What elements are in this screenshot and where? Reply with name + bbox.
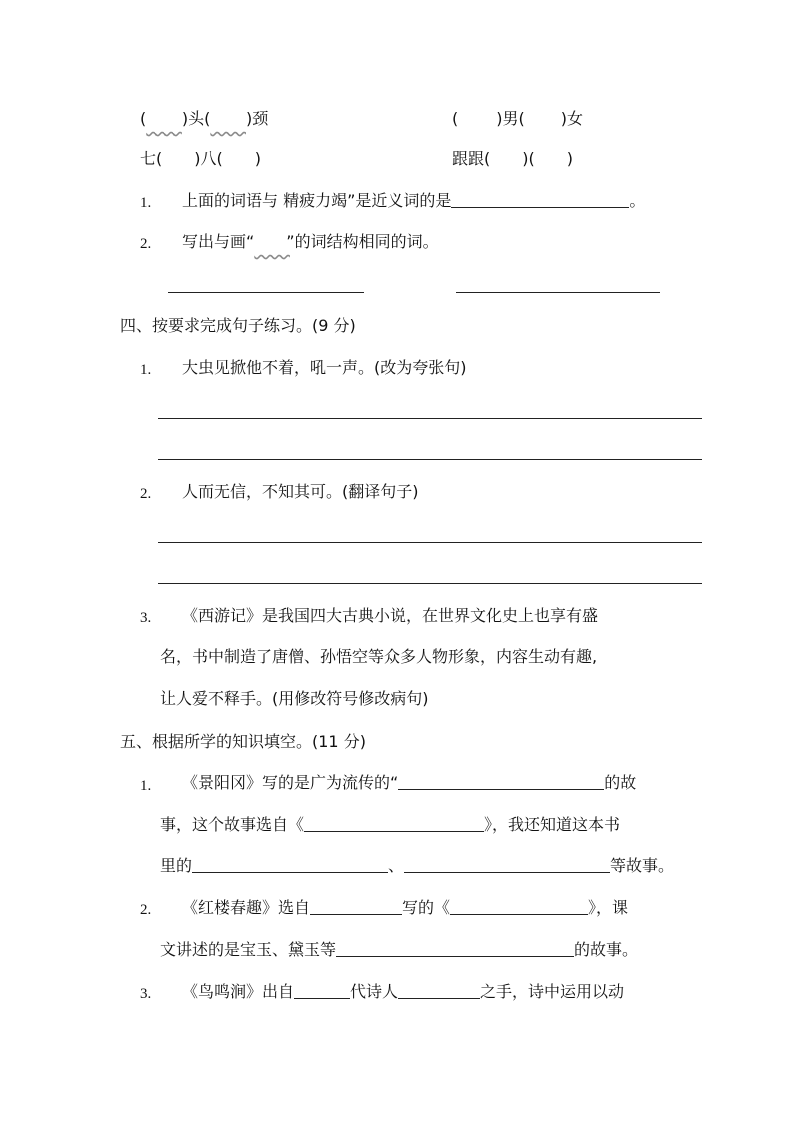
fill-text: 事，这个故事选自《	[160, 815, 305, 834]
question-revise-line: 让人爱不释手。(用修改符号修改病句)	[160, 689, 429, 708]
answer-line[interactable]	[456, 292, 660, 293]
question-structure	[182, 232, 439, 252]
answer-blank[interactable]	[398, 773, 604, 790]
word-pair-4	[452, 149, 573, 169]
answer-line[interactable]	[158, 583, 702, 584]
question-revise-line: 《西游记》是我国四大古典小说，在世界文化史上也享有盛	[182, 606, 599, 625]
fill-line	[160, 856, 674, 876]
answer-line[interactable]	[158, 418, 702, 419]
word-head-label: )头(	[181, 109, 211, 128]
word-pair-3	[140, 149, 261, 169]
answer-blank[interactable]	[336, 940, 574, 957]
fill-text: 里的	[160, 856, 193, 875]
item-number: 3.	[140, 986, 152, 1002]
section-title: 五、根据所学的知识填空。(11 分)	[120, 732, 366, 751]
answer-blank[interactable]	[398, 982, 480, 999]
answer-blank[interactable]	[404, 856, 610, 873]
answer-blank[interactable]	[450, 898, 588, 915]
question-text: ”的词结构相同的词。	[286, 232, 439, 251]
punctuation: 。	[629, 191, 646, 210]
wavy-blank[interactable]	[210, 112, 246, 126]
fill-line	[182, 773, 636, 793]
fill-text: 的故	[604, 773, 637, 792]
word-female-label: )女	[560, 109, 583, 128]
fill-text: 《景阳冈》写的是广为流传的“	[182, 773, 399, 792]
answer-blank[interactable]	[192, 856, 388, 873]
answer-line[interactable]	[158, 542, 702, 543]
fill-text: 《红楼春趣》选自	[182, 898, 311, 917]
fill-text: 》，我还知道这本书	[484, 815, 621, 834]
item-number: 1.	[140, 195, 152, 211]
fill-text: 文讲述的是宝玉、黛玉等	[160, 940, 337, 959]
fill-text: 、	[388, 856, 405, 875]
word-seven-label: 七(	[140, 149, 163, 168]
word-pair-2	[452, 109, 583, 129]
answer-line[interactable]	[158, 459, 702, 460]
answer-blank[interactable]	[310, 898, 402, 915]
word-eight-label: )八(	[194, 149, 223, 168]
fill-line	[182, 898, 628, 918]
answer-blank[interactable]	[451, 191, 629, 208]
fill-text: 的故事。	[574, 940, 639, 959]
section-title: 四、按要求完成句子练习。(9 分)	[120, 316, 356, 335]
bracket-open: (	[140, 109, 147, 128]
fill-text: 写的《	[402, 898, 451, 917]
item-number: 2.	[140, 236, 152, 252]
fill-text: 》，课	[588, 898, 629, 917]
question-translate: 人而无信，不知其可。(翻译句子)	[182, 482, 419, 501]
item-number: 3.	[140, 610, 152, 626]
fill-text: 代诗人	[350, 982, 399, 1001]
word-pair-1	[140, 109, 268, 129]
answer-line[interactable]	[168, 292, 364, 293]
wavy-sample	[254, 235, 286, 249]
fill-line	[182, 982, 624, 1002]
word-male-label: )男(	[496, 109, 525, 128]
bracket-close: )	[254, 149, 261, 168]
wavy-blank[interactable]	[146, 112, 182, 126]
fill-line	[160, 815, 620, 835]
word-neck-label: )颈	[245, 109, 269, 128]
item-number: 1.	[140, 778, 152, 794]
fill-text: 等故事。	[610, 856, 675, 875]
question-synonym	[182, 191, 645, 211]
bracket-close: )	[566, 149, 573, 168]
fill-text: 《鸟鸣涧》出自	[182, 982, 295, 1001]
answer-blank[interactable]	[294, 982, 350, 999]
item-number: 2.	[140, 486, 152, 502]
question-exaggeration: 大虫见掀他不着，吼一声。(改为夸张句)	[182, 358, 467, 377]
item-number: 2.	[140, 902, 152, 918]
item-number: 1.	[140, 362, 152, 378]
bracket-open: (	[452, 109, 459, 128]
fill-text: 之手，诗中运用以动	[480, 982, 625, 1001]
question-text: 上面的词语与 精疲力竭”是近义词的是	[182, 191, 452, 210]
question-text: 写出与画“	[182, 232, 255, 251]
question-revise-line: 名，书中制造了唐僧、孙悟空等众多人物形象，内容生动有趣,	[160, 647, 598, 666]
fill-line	[160, 940, 638, 960]
bracket-pair: )(	[522, 149, 535, 168]
word-stagger-label: 跟跟(	[452, 149, 491, 168]
answer-blank[interactable]	[304, 815, 484, 832]
